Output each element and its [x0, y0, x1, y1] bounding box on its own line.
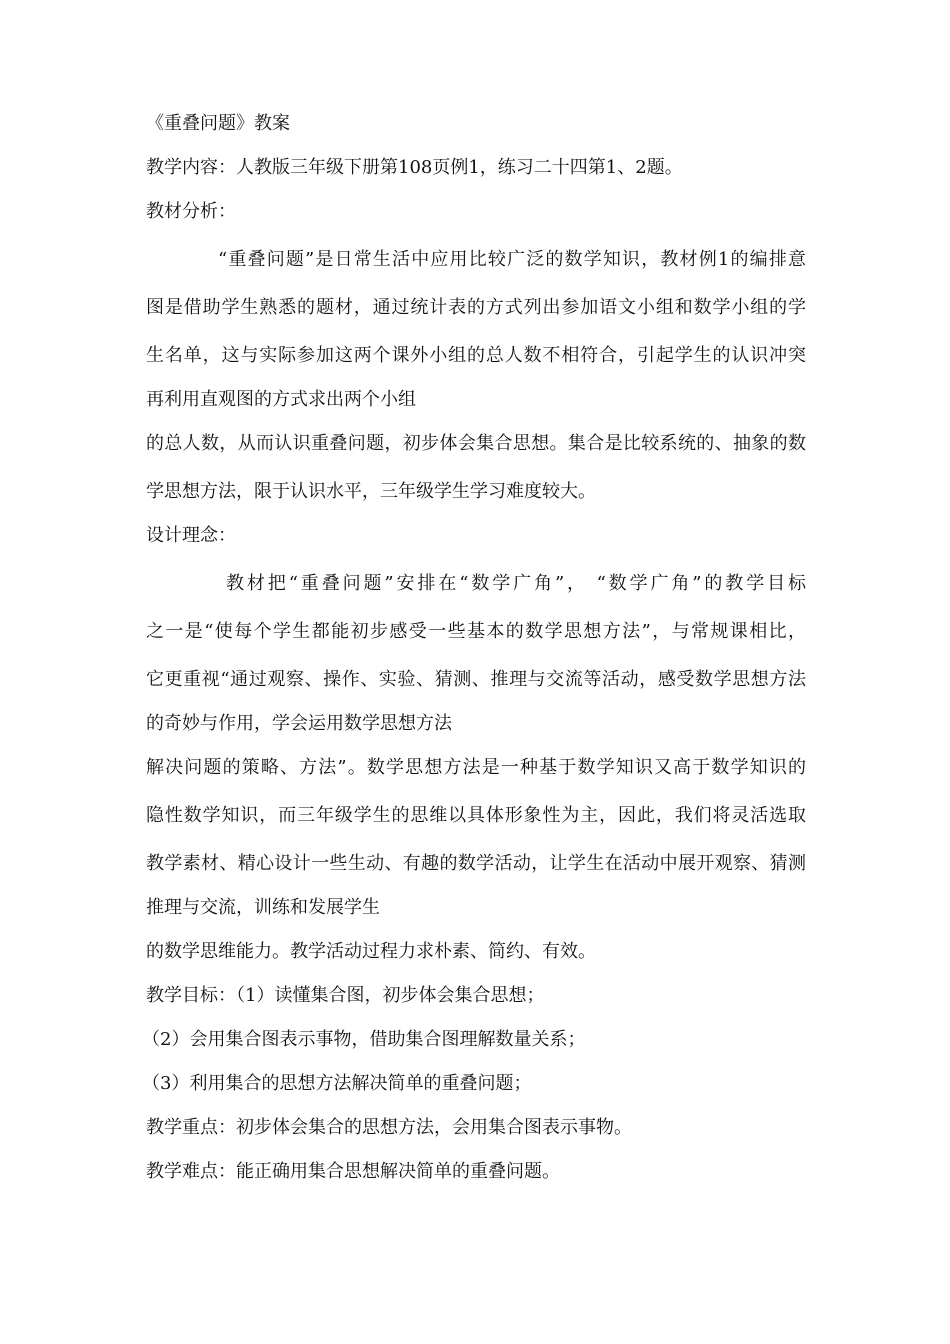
analysis-paragraph-line: 图是借助学生熟悉的题材，通过统计表的方式列出参加语文小组和数学小组的学 [146, 297, 806, 318]
design-paragraph-line: 的奇妙与作用，学会运用数学思想方法 [146, 713, 452, 734]
document-body [142, 113, 806, 1182]
key-point-line: 教学重点：初步体会集合的思想方法，会用集合图表示事物。 [146, 1117, 632, 1138]
analysis-paragraph-line: 生名单，这与实际参加这两个课外小组的总人数不相符合，引起学生的认识冲突 [146, 345, 806, 366]
analysis-paragraph-line: 的总人数，从而认识重叠问题，初步体会集合思想。集合是比较系统的、抽象的数 [146, 433, 806, 454]
teaching-content-line: 教学内容：人教版三年级下册第108页例1，练习二十四第1、2题。 [146, 157, 683, 178]
analysis-paragraph-line: “重叠问题”是日常生活中应用比较广泛的数学知识，教材例1的编排意 [218, 249, 806, 270]
goals-line: （3）利用集合的思想方法解决简单的重叠问题； [142, 1073, 532, 1094]
analysis-paragraph-line: 再利用直观图的方式求出两个小组 [146, 389, 416, 410]
design-paragraph-line: 推理与交流，训练和发展学生 [146, 897, 380, 918]
goals-line: （2）会用集合图表示事物，借助集合图理解数量关系； [142, 1029, 586, 1050]
design-paragraph-line: 教学素材、精心设计一些生动、有趣的数学活动，让学生在活动中展开观察、猜测 [146, 853, 806, 874]
design-paragraph-line: 的数学思维能力。教学活动过程力求朴素、简约、有效。 [146, 941, 596, 962]
design-paragraph-line: 之一是“使每个学生都能初步感受一些基本的数学思想方法”，与常规课相比， [146, 621, 806, 642]
goals-line: 教学目标：（1）读懂集合图，初步体会集合思想； [146, 985, 545, 1006]
analysis-heading: 教材分析： [146, 201, 236, 222]
design-heading: 设计理念： [146, 525, 236, 546]
design-paragraph-line: 教材把“重叠问题”安排在“数学广角”， “数学广角”的教学目标 [226, 573, 806, 594]
document-title: 《重叠问题》教案 [146, 113, 290, 134]
design-paragraph-line: 它更重视“通过观察、操作、实验、猜测、推理与交流等活动，感受数学思想方法 [146, 669, 806, 690]
analysis-paragraph-line: 学思想方法，限于认识水平，三年级学生学习难度较大。 [146, 481, 596, 502]
difficult-point-line: 教学难点：能正确用集合思想解决简单的重叠问题。 [146, 1161, 560, 1182]
design-paragraph-line: 解决问题的策略、方法”。数学思想方法是一种基于数学知识又高于数学知识的 [146, 757, 806, 778]
design-paragraph-line: 隐性数学知识，而三年级学生的思维以具体形象性为主，因此，我们将灵活选取 [146, 805, 806, 826]
